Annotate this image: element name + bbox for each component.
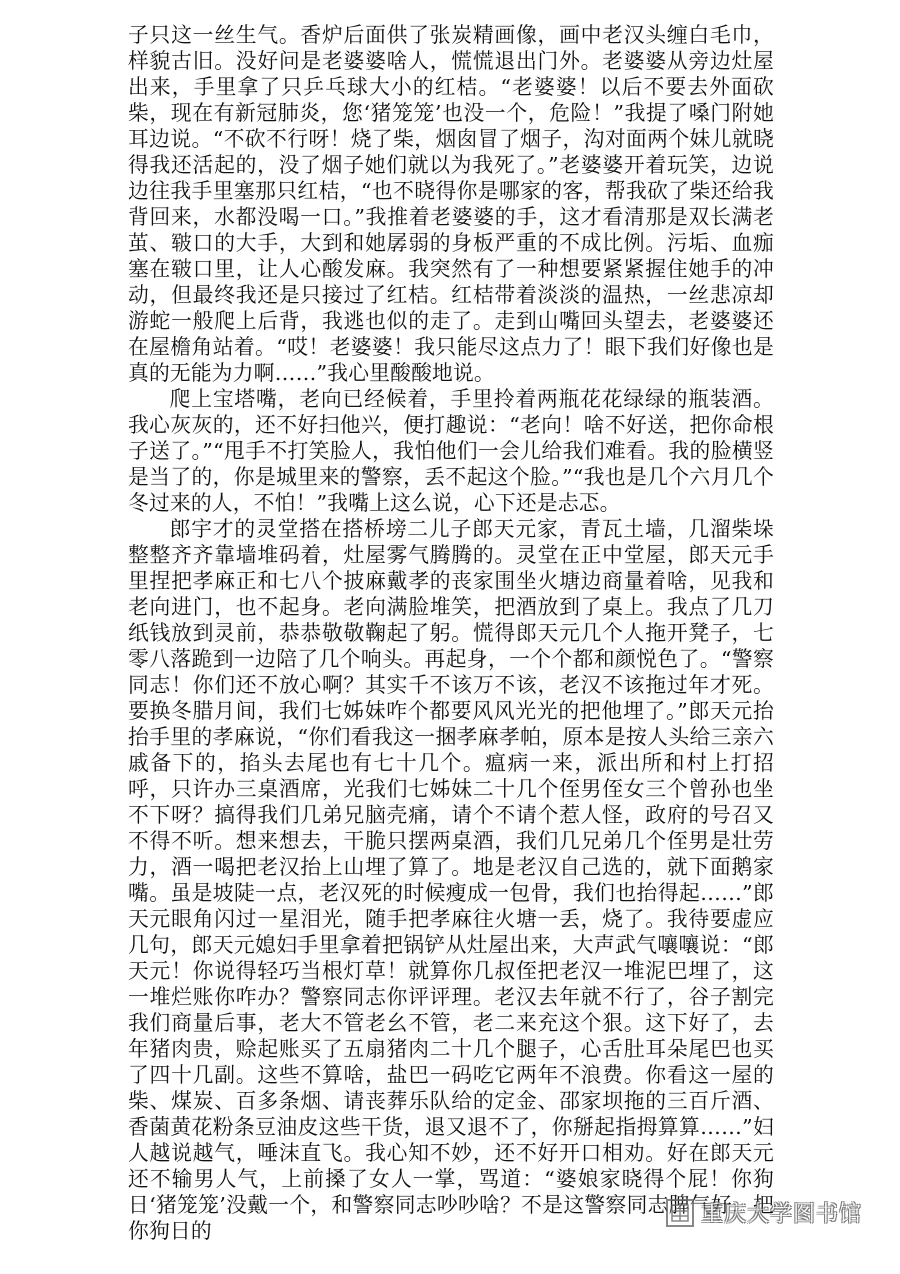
library-watermark (665, 1197, 862, 1228)
document-page (128, 22, 774, 1244)
paragraph-1: 子只这一丝生气。香炉后面供了张炭精画像，画中老汉头缠白毛巾，样貌古旧。没好问是老婆婆啥人，慌慌退出门外。老婆婆从旁边灶屋出来，手里拿了只乒乓球大小的红桔。“老婆婆！以后不要去外面砍柴，现在有新冠肺炎，您‘猪笼笼’也没一个，危险！”我提了嗓门附她耳边说。“不砍不行呀！烧了柴，烟囱冒了烟子，沟对面两个妹儿就晓得我还活起的，没了烟子她们就以为我死了。”老婆婆开着玩笑，边说边往我手里塞那只红桔，“也不晓得你是哪家的客，帮我砍了柴还给我背回来，水都没喝一口。”我推着老婆婆的手，这才看清那是双长满老茧、皲口的大手，大到和她孱弱的身板严重的不成比例。污垢、血痂塞在皲口里，让人心酸发麻。我突然有了一种想要紧紧握住她手的冲动，但最终我还是只接过了红桔。红桔带着淡淡的温热，一丝悲凉却游蛇一般爬上后背，我逃也似的走了。走到山嘴回头望去，老婆婆还在屋檐角站着。“哎！老婆婆！我只能尽这点力了！眼下我们好像也是真的无能为力啊……”我心里酸酸地说。 (128, 23, 774, 385)
library-seal-icon (665, 1198, 695, 1228)
paragraph-2: 爬上宝塔嘴，老向已经候着，手里拎着两瓶花花绿绿的瓶装酒。我心灰灰的，还不好扫他兴，便打趣说：“老向！啥不好送，把你命根子送了。”“甩手不打笑脸人，我怕他们一会儿给我们难看。我的脸横竖是当了的，你是城里来的警察，丢不起这个脸。”“我也是几个六月几个冬过来的人，不怕！”我嘴上这么说，心下还是忐忑。 (128, 387, 774, 515)
watermark-text: 重庆大学图书馆 (700, 1202, 862, 1227)
paragraph-3: 郎宇才的灵堂搭在搭桥塝二儿子郎天元家，青瓦土墙，几溜柴垛整整齐齐靠墙堆码着，灶屋雾气腾腾的。灵堂在正中堂屋，郎天元手里捏把孝麻正和七八个披麻戴孝的丧家围坐火塘边商量着啥，见我和老向进门，也不起身。老向满脸堆笑，把酒放到了桌上。我点了几刀纸钱放到灵前，恭恭敬敬鞠起了躬。慌得郎天元几个人拖开凳子，七零八落跪到一边陪了几个响头。再起身，一个个都和颜悦色了。“警察同志！你们还不放心啊？其实千不该万不该，老汉不该拖过年才死。要换冬腊月间，我们七姊妹咋个都要风风光光的把他埋了。”郎天元抬抬手里的孝麻说，“你们看我这一捆孝麻孝帕，原本是按人头给三亲六戚备下的，掐头去尾也有七十几个。瘟病一来，派出所和村上打招呼，只许办三桌酒席，光我们七姊妹二十几个侄男侄女三个曾孙也坐不下呀？搞得我们几弟兄脑壳痛，请个不请个惹人怪，政府的号召又不得不听。想来想去，干脆只摆两桌酒，我们几兄弟几个侄男是壮劳力，酒一喝把老汉抬上山埋了算了。地是老汉自己选的，就下面鹅家嘴。虽是坡陡一点，老汉死的时候瘦成一包骨，我们也抬得起……”郎天元眼角闪过一星泪光，随手把孝麻往火塘一丢，烧了。我待要虚应几句，郎天元媳妇手里拿着把锅铲从灶屋出来，大声武气嚷嚷说：“郎天元！你说得轻巧当根灯草！就算你几叔侄把老汉一堆泥巴埋了，这一堆烂账你咋办？警察同志你评评理。老汉去年就不行了，谷子割完我们商量后事，老大不管老幺不管，老二来充这个狠。这下好了，去年猪肉贵，赊起账买了五扇猪肉二十几个腿子，心舌肚耳朵尾巴也买了四十几副。这些不算啥，盐巴一码吃它两年不浪费。你看这一屋的柴、煤炭、百多条烟、请丧葬乐队给的定金、邵家坝拖的三百斤酒、香菌黄花粉条豆油皮这些干货，退又退不了，你掰起指拇算算……”妇人越说越气，唾沫直飞。我心知不妙，还不好开口相劝。好在郎天元还不输男人气，上前搡了女人一掌，骂道：“婆娘家晓得个屁！你狗日‘猪笼笼’没戴一个，和警察同志吵吵啥？不是这警察同志脾气好，把你狗日的 (128, 517, 774, 1243)
